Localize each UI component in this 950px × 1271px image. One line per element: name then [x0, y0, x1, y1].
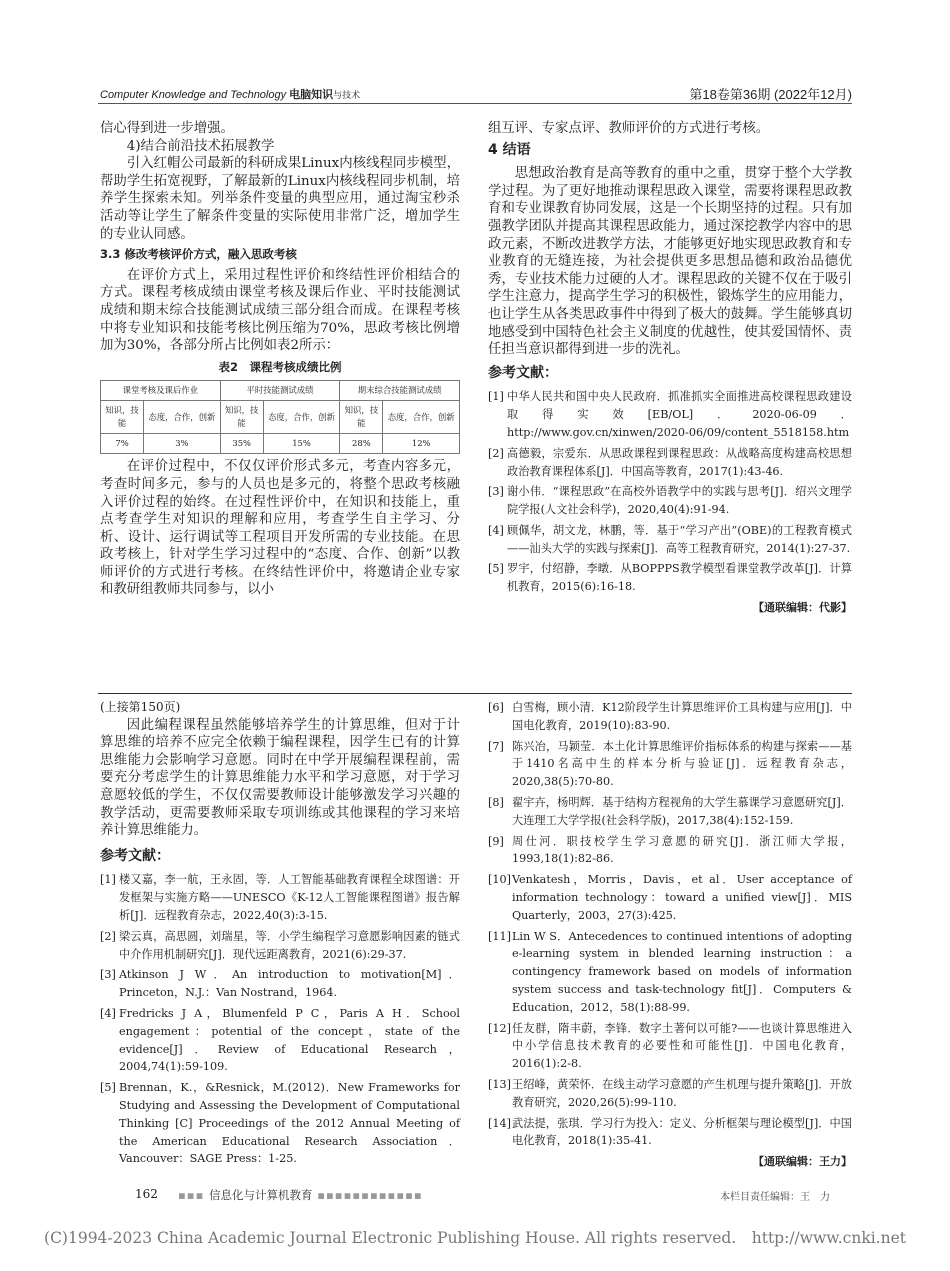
- table-group-header: 平时技能测试成绩: [220, 381, 340, 401]
- reference-item: [9] 周仕河．职技校学生学习意愿的研究[J]．浙江师大学报，1993,18(1):82-86.: [488, 834, 852, 866]
- bottom-left-column: [100, 699, 460, 1171]
- issue-info: 第18卷第36期 (2022年12月): [689, 87, 852, 102]
- reference-item: [11] Lin W S．Antecedences to continued intentions of adopting e-learning system in blended learning instruction：a contingency framework based on models of information system success and task-technology fit[J]．Computers & Education，2012，58(1):88-99.: [488, 929, 852, 1014]
- section-footer: ▪▪▪ 信息化与计算机教育 ▪▪▪▪▪▪▪▪▪▪▪▪: [178, 1188, 423, 1202]
- table-cell: 28%: [340, 434, 383, 454]
- section-name: 信息化与计算机教育: [209, 1188, 313, 1202]
- top-left-column: [100, 120, 460, 599]
- reference-item: [3] 谢小伟．“课程思政”在高校外语教学中的实践与思考[J]．绍兴文理学院学报(人文社会科学)，2020,40(4):91-94.: [488, 485, 852, 517]
- bottom-right-column: [488, 699, 852, 1171]
- continuation-note: (上接第150页): [100, 700, 181, 714]
- table-sub-header: 态度，合作，创新: [144, 401, 221, 434]
- subheading: 4)结合前沿技术拓展教学: [126, 138, 275, 154]
- reference-item: [7] 陈兴冶，马颖莹．本土化计算思维评价指标体系的构建与探索——基于1410名高中生的样本分析与验证[J]．远程教育杂志，2020,38(5):70-80.: [488, 739, 852, 789]
- table-title: 表2 课程考核成绩比例: [218, 359, 342, 374]
- table-cell: 3%: [144, 434, 221, 454]
- reference-item: [1] 楼又嘉，李一航，王永固，等．人工智能基础教育课程全球图谱：开发框架与实施方略——UNESCO《K-12人工智能课程图谱》报告解析[J]．远程教育杂志，2022,40(3):3-15.: [100, 873, 460, 922]
- reference-item: [4] 顾佩华，胡文龙，林鹏，等．基于“学习产出”(OBE)的工程教育模式——汕头大学的实践与探索[J]．高等工程教育研究，2014(1):27-37.: [488, 523, 852, 555]
- reference-item: [6] 白雪梅，顾小清．K12阶段学生计算思维评价工具构建与应用[J]．中国电化教育，2019(10):83-90.: [488, 701, 852, 732]
- reference-item: [2] 高德毅，宗爱东．从思政课程到课程思政：从战略高度构建高校思想政治教育课程体系[J]．中国高等教育，2017(1):43-46.: [488, 446, 852, 478]
- reference-item: [13] 王绍峰，黄荣怀．在线主动学习意愿的产生机理与提升策略[J]．开放教育研究，2020,26(5):99-110.: [488, 1077, 852, 1109]
- reference-item: [12] 任友群，隋丰蔚，李锋．数字土著何以可能?——也谈计算思维进入中小学信息技术教育的必要性和可能性[J]．中国电化教育，2016(1):2-8.: [488, 1021, 852, 1071]
- paragraph: 在评价过程中，不仅仅评价形式多元，考查内容多元，考查时间多元，参与的人员也是多元的，将整个思政考核融入评价过程的始终。在过程性评价中，在知识和技能上，重点考查学生对知识的理解和应用，考查学生自主学习、分析、设计、运行调试等工程项目开发所需的专业技能。在思政考核上，针对学生学习过程中的“态度、合作、创新”以教师评价的方式进行考核。在终结性评价中，将邀请企业专家和教研组教师共同参与，以小: [100, 459, 460, 598]
- reference-item: [4] Fredricks J A，Blumenfeld P C，Paris A H．School engagement：potential of the concept，state of the evidence[J]．Review of Educational Research，2004,74(1):59-109.: [100, 1006, 460, 1074]
- score-table: [100, 380, 460, 454]
- table-cell: 7%: [101, 434, 144, 454]
- table-sub-header: 态度，合作，创新: [383, 401, 460, 434]
- reference-list: [488, 388, 852, 596]
- journal-header: Computer Knowledge and Technology 电脑知识与技术: [100, 89, 361, 101]
- reference-list: [488, 699, 852, 1150]
- table-sub-header: 知识，技能: [340, 401, 383, 434]
- paragraph: 在评价方式上，采用过程性评价和终结性评价相结合的方式。课程考核成绩由课堂考核及课后作业、平时技能测试成绩和期末综合技能测试成绩三部分组合而成。在课程考核中将专业知识和技能考核比例压缩为70%，思政考核比例增加为30%，各部分所占比例如表2所示：: [100, 267, 460, 354]
- reference-item: [3] Atkinson J W．An introduction to motivation[M]．Princeton，N.J.：Van Nostrand，1964.: [100, 968, 460, 1000]
- paragraph: 思想政治教育是高等教育的重中之重，贯穿于整个大学教学过程。为了更好地推动课程思政入课堂，需要将课程思政教育和专业课教育协同发展，这是一个长期坚持的过程。只有加强教学团队并提高其课程思政能力，通过深挖教学内容中的思政元素，不断改进教学方法，才能够更好地实现思政教育和专业教育的无缝连接，为社会提供更多思想品德和政治品德优秀，专业技术能力过硬的人才。课程思政的关键不仅在于吸引学生注意力，提高学生学习的积极性，锻炼学生的应用能力，也让学生从各类思政事件中得到了极大的鼓舞。学生能够真切地感受到中国特色社会主义制度的优越性，使其爱国情怀、责任担当意识都得到进一步的洗礼。: [488, 166, 852, 358]
- editor-tag: 【通联编辑：代影】: [753, 601, 852, 615]
- reference-item: [8] 翟宇卉，杨明辉．基于结构方程视角的大学生慕课学习意愿研究[J]．大连理工大学学报(社会科学版)，2017,38(4):152-159.: [488, 795, 852, 827]
- paragraph: 组互评、专家点评、教师评价的方式进行考核。: [488, 121, 770, 136]
- journal-cn-name: 电脑知识: [289, 89, 334, 101]
- reference-item: [10] Venkatesh，Morris，Davis，et al．User acceptance of information technology：toward a unified view[J]．MIS Quarterly，2003，27(3):425.: [488, 873, 852, 922]
- table-cell: 12%: [383, 434, 460, 454]
- paragraph: 引入红帽公司最新的科研成果Linux内核线程同步模型，帮助学生拓宽视野，了解最新的Linux内核线程同步机制，培养学生探索未知。列举条件变量的典型应用，通过淘宝秒杀活动等让学生了解条件变量的实际使用非常广泛，增加学生的专业认同感。: [100, 156, 460, 242]
- section-divider: [98, 693, 852, 694]
- references-title: 参考文献：: [488, 364, 558, 381]
- table-group-header: 课堂考核及课后作业: [101, 381, 221, 401]
- page-number: 162: [135, 1187, 158, 1201]
- table-sub-header: 知识，技能: [101, 401, 144, 434]
- reference-item: [1] 中华人民共和国中央人民政府．抓准抓实全面推进高校课程思政建设取得实效[EB/OL]．2020-06-09．http://www.gov.cn/xinwen/2020-06/09/content_5518158.htm: [488, 390, 852, 439]
- responsible-editor: 本栏目责任编辑：王 力: [720, 1192, 830, 1203]
- reference-item: [14] 武法提，张琪．学习行为投入：定义、分析框架与理论模型[J]．中国电化教育，2018(1):35-41.: [488, 1116, 852, 1148]
- paragraph: 信心得到进一步增强。: [100, 121, 234, 136]
- table-cell: 15%: [263, 434, 340, 454]
- table-sub-header: 知识，技能: [220, 401, 263, 434]
- table-sub-header: 态度，合作，创新: [263, 401, 340, 434]
- section-heading-4: 4 结语: [488, 141, 531, 158]
- section-heading-3-3: 3.3 修改考核评价方式，融入思政考核: [100, 247, 297, 262]
- reference-item: [2] 梁云真，高思圆，刘瑞星，等．小学生编程学习意愿影响因素的链式中介作用机制研究[J]．现代远距离教育，2021(6):29-37.: [100, 929, 460, 961]
- editor-tag: 【通联编辑：王力】: [753, 1155, 852, 1169]
- paragraph: 因此编程课程虽然能够培养学生的计算思维，但对于计算思维的培养不应完全依赖于编程课程，因学生已有的计算思维能力会影响学习意愿。同时在中学开展编程课程前，需要充分考虑学生的计算思维能力水平和学习意愿，对于学习意愿较低的学生，不仅仅需要教师设计能够激发学习兴趣的教学活动，更需要教师采取专项训练或其他课程的学习来培养计算思维能力。: [100, 717, 460, 839]
- reference-item: [5] Brennan，K.，&Resnick，M.(2012)．New Frameworks for Studying and Assessing the Development of Computational Thinking [C] Proceedings of the 2012 Annual Meeting of the American Educational Research Association．Vancouver：SAGE Press：1-25.: [100, 1081, 460, 1166]
- copyright-notice: (C)1994-2023 China Academic Journal Electronic Publishing House. All rights reserved. http://www.cnki.net: [44, 1229, 906, 1247]
- top-right-column: [488, 120, 852, 617]
- reference-list: [100, 871, 460, 1168]
- table-group-header: 期末综合技能测试成绩: [340, 381, 460, 401]
- references-title: 参考文献：: [100, 847, 170, 864]
- journal-cn-tail: 与技术: [333, 90, 361, 100]
- reference-item: [5] 罗宇，付绍静，李暾．从BOPPPS教学模型看课堂教学改革[J]．计算机教育，2015(6):16-18.: [488, 562, 852, 594]
- table-cell: 35%: [220, 434, 263, 454]
- header-rule: [98, 103, 852, 104]
